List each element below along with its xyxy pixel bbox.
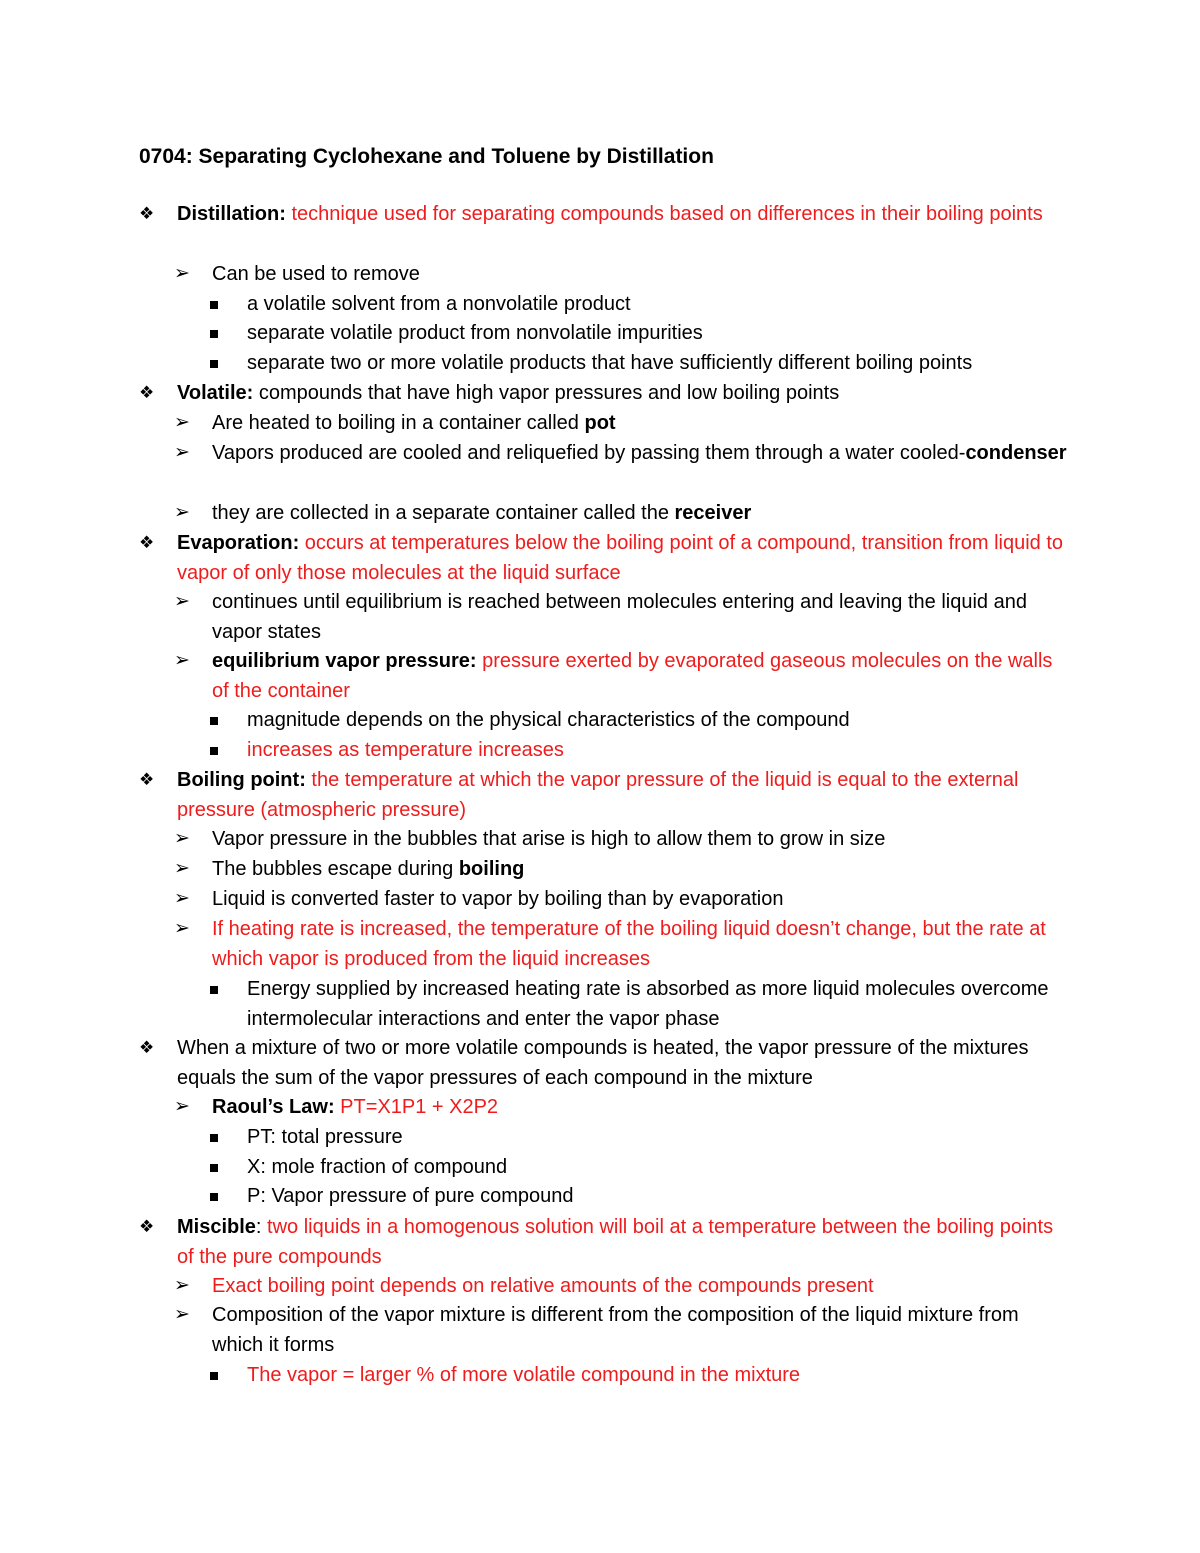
list-item-text — [177, 199, 1069, 229]
text-run: The vapor = larger % of more volatile compound in the mixture — [247, 1364, 801, 1386]
text-run: the temperature at which the vapor pressure of the liquid is equal to the external pressure (atmospheric pressure) — [177, 769, 1019, 821]
diamond-bullet-icon: ❖ — [139, 770, 155, 789]
arrow-bullet-icon: ➢ — [174, 858, 190, 879]
list-item — [210, 1181, 1070, 1211]
list-item-text — [247, 348, 1070, 378]
list-item — [139, 1212, 1069, 1272]
bold-term: Distillation: — [177, 203, 286, 225]
list-item — [210, 1152, 1070, 1182]
arrow-bullet-icon: ➢ — [174, 412, 190, 433]
text-run: Can be used to remove — [212, 263, 420, 285]
list-item-text — [177, 378, 1069, 408]
list-item-text — [247, 289, 1070, 319]
text-run: magnitude depends on the physical characteristics of the compound — [247, 709, 850, 731]
diamond-bullet-icon: ❖ — [139, 1038, 155, 1057]
list-item — [210, 289, 1070, 319]
list-item — [139, 765, 1069, 825]
list-item — [174, 884, 1069, 914]
square-bullet-icon — [210, 1372, 218, 1380]
list-item — [174, 498, 1069, 528]
list-item-text — [247, 1360, 1070, 1390]
list-item-text — [247, 1122, 1070, 1152]
text-run: Vapor pressure in the bubbles that arise is high to allow them to grow in size — [212, 828, 886, 850]
diamond-bullet-icon: ❖ — [139, 533, 155, 552]
bold-term: receiver — [674, 502, 752, 524]
list-item-text — [212, 914, 1069, 974]
text-run: technique used for separating compounds based on differences in their boiling points — [285, 203, 1043, 225]
list-item-text — [212, 438, 1069, 468]
list-item-text — [177, 528, 1069, 588]
list-item — [174, 646, 1069, 706]
list-item-text — [177, 1212, 1069, 1272]
list-item — [210, 705, 1070, 735]
list-item — [139, 378, 1069, 408]
text-run: If heating rate is increased, the temperature of the boiling liquid doesn’t change, but the rate at which vapor is produced from the liquid increases — [212, 918, 1046, 970]
list-item — [210, 318, 1070, 348]
list-item — [174, 824, 1069, 854]
text-run: two liquids in a homogenous solution will boil at a temperature between the boiling points of the pure compounds — [177, 1216, 1054, 1268]
square-bullet-icon — [210, 1164, 218, 1172]
list-item-text — [247, 318, 1070, 348]
list-item — [139, 528, 1069, 588]
list-item — [174, 438, 1069, 468]
text-run: compounds that have high vapor pressures and low boiling points — [253, 382, 840, 404]
list-item — [139, 199, 1069, 229]
list-item-text — [247, 705, 1070, 735]
square-bullet-icon — [210, 717, 218, 725]
text-run: : — [255, 1216, 268, 1238]
list-item — [174, 408, 1069, 438]
text-run: occurs at temperatures below the boiling point of a compound, transition from liquid to vapor of only those molecules at the liquid surface — [177, 532, 1063, 584]
list-item-text — [212, 498, 1069, 528]
list-item-text — [247, 735, 1070, 765]
arrow-bullet-icon: ➢ — [174, 442, 190, 463]
bold-term: condenser — [965, 442, 1067, 464]
list-item-text — [212, 646, 1069, 706]
list-item — [139, 1033, 1069, 1093]
list-item — [174, 259, 1069, 289]
list-item — [174, 587, 1069, 647]
list-item-text — [177, 1033, 1069, 1093]
text-run: continues until equilibrium is reached between molecules entering and leaving the liquid and vapor states — [212, 591, 1027, 643]
bold-term: Evaporation: — [177, 532, 300, 554]
list-item — [210, 735, 1070, 765]
arrow-bullet-icon: ➢ — [174, 591, 190, 612]
text-run: Vapors produced are cooled and reliquefied by passing them through a water cooled- — [212, 442, 966, 464]
bold-term: Boiling point: — [177, 769, 306, 791]
bold-term: equilibrium vapor pressure: — [212, 650, 477, 672]
diamond-bullet-icon: ❖ — [139, 1217, 155, 1236]
text-run: X: mole fraction of compound — [247, 1156, 508, 1178]
text-run: PT: total pressure — [247, 1126, 403, 1148]
list-item — [210, 348, 1070, 378]
text-run: they are collected in a separate container called the — [212, 502, 675, 524]
list-item-text — [212, 259, 1069, 289]
list-item-text — [212, 884, 1069, 914]
list-item — [210, 974, 1070, 1034]
list-item-text — [212, 408, 1069, 438]
square-bullet-icon — [210, 986, 218, 994]
list-item-text — [212, 1300, 1069, 1360]
text-run: separate two or more volatile products that have sufficiently different boiling points — [247, 352, 973, 374]
arrow-bullet-icon: ➢ — [174, 828, 190, 849]
list-item-text — [212, 1092, 1069, 1122]
list-item — [174, 854, 1069, 884]
list-item-text — [247, 1181, 1070, 1211]
arrow-bullet-icon: ➢ — [174, 1096, 190, 1117]
bold-term: Raoul’s Law: — [212, 1096, 335, 1118]
arrow-bullet-icon: ➢ — [174, 888, 190, 909]
diamond-bullet-icon: ❖ — [139, 383, 155, 402]
arrow-bullet-icon: ➢ — [174, 1304, 190, 1325]
text-run: Exact boiling point depends on relative amounts of the compounds present — [212, 1275, 874, 1297]
list-item — [210, 1360, 1070, 1390]
list-item — [174, 1092, 1069, 1122]
text-run: P: Vapor pressure of pure compound — [247, 1185, 574, 1207]
text-run: separate volatile product from nonvolatile impurities — [247, 322, 703, 344]
list-item-text — [212, 1271, 1069, 1301]
diamond-bullet-icon: ❖ — [139, 204, 155, 223]
list-item-text — [212, 587, 1069, 647]
list-item-text — [212, 854, 1069, 884]
text-run: pressure exerted by evaporated gaseous molecules on the walls of the container — [212, 650, 1053, 702]
list-item-text — [177, 765, 1069, 825]
text-run: Are heated to boiling in a container called — [212, 412, 585, 434]
list-item-text — [247, 974, 1070, 1034]
arrow-bullet-icon: ➢ — [174, 502, 190, 523]
list-item — [174, 1271, 1069, 1301]
list-item-text — [212, 824, 1069, 854]
text-run: The bubbles escape during — [212, 858, 459, 880]
text-run: PT=X1P1 + X2P2 — [334, 1096, 499, 1118]
bold-term: pot — [584, 412, 616, 434]
text-run: Composition of the vapor mixture is different from the composition of the liquid mixture from which it forms — [212, 1304, 1019, 1356]
text-run: Energy supplied by increased heating rate is absorbed as more liquid molecules overcome intermolecular interactions and enter the vapor phase — [247, 978, 1049, 1030]
square-bullet-icon — [210, 1193, 218, 1201]
square-bullet-icon — [210, 360, 218, 368]
list-item — [174, 914, 1069, 974]
square-bullet-icon — [210, 1134, 218, 1142]
text-run: When a mixture of two or more volatile compounds is heated, the vapor pressure of the mixtures equals the sum of the vapor pressures of each compound in the mixture — [177, 1037, 1029, 1089]
text-run: increases as temperature increases — [247, 739, 564, 761]
arrow-bullet-icon: ➢ — [174, 263, 190, 284]
arrow-bullet-icon: ➢ — [174, 650, 190, 671]
bold-term: boiling — [458, 858, 525, 880]
square-bullet-icon — [210, 747, 218, 755]
square-bullet-icon — [210, 301, 218, 309]
list-item — [174, 1300, 1069, 1360]
bold-term: Volatile: — [177, 382, 254, 404]
text-run: a volatile solvent from a nonvolatile product — [247, 293, 631, 315]
square-bullet-icon — [210, 330, 218, 338]
arrow-bullet-icon: ➢ — [174, 1275, 190, 1296]
document-title: 0704: Separating Cyclohexane and Toluene by Distillation — [139, 145, 714, 168]
bold-term: Miscible — [177, 1216, 256, 1238]
arrow-bullet-icon: ➢ — [174, 918, 190, 939]
list-item-text — [247, 1152, 1070, 1182]
list-item — [210, 1122, 1070, 1152]
text-run: Liquid is converted faster to vapor by boiling than by evaporation — [212, 888, 784, 910]
